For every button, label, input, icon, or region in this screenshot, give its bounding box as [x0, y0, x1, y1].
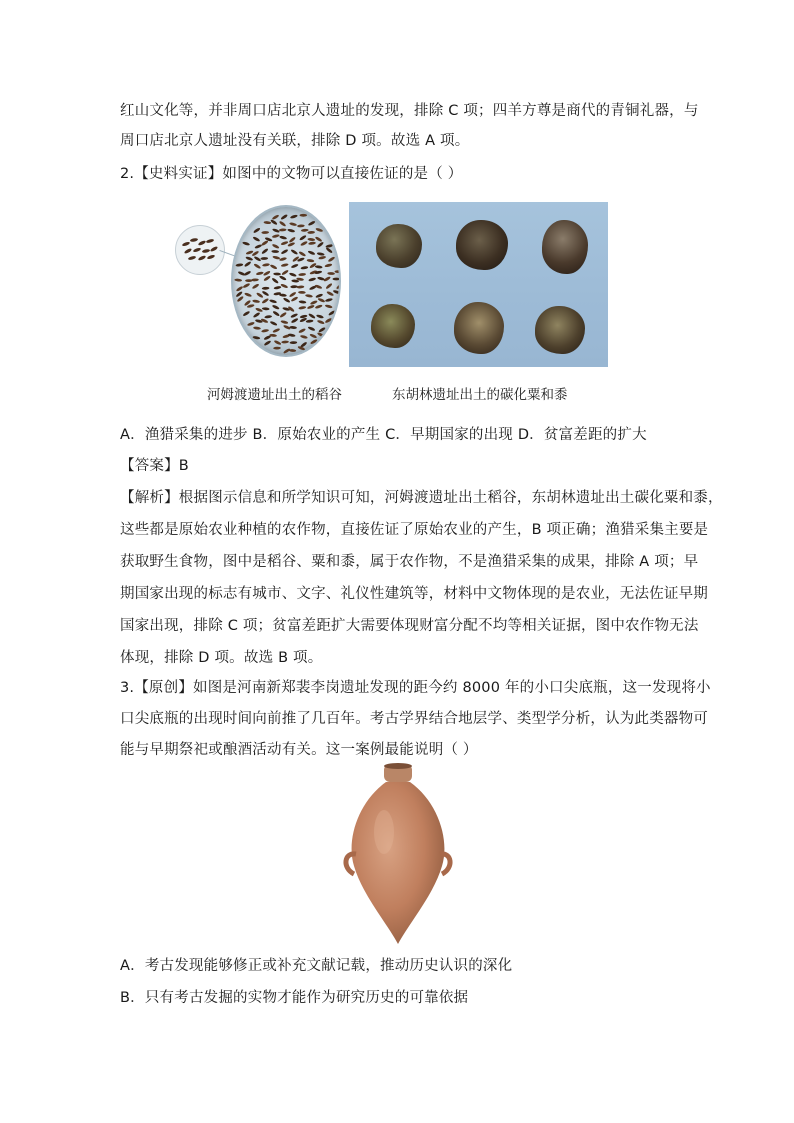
- rice-grain: [244, 292, 252, 297]
- rice-grain: [315, 265, 323, 269]
- paragraph-line: 周口店北京人遗址没有关联，排除 D 项。故选 A 项。: [120, 133, 470, 149]
- rice-grain: [291, 263, 299, 268]
- rice-grain: [317, 332, 325, 338]
- rice-grain: [270, 321, 278, 327]
- rice-grain: [317, 241, 325, 248]
- rice-grain: [253, 227, 261, 234]
- rice-grain: [261, 231, 269, 234]
- rice-grain: [310, 300, 318, 305]
- rice-grain: [273, 347, 281, 350]
- rice-grain: [280, 214, 288, 221]
- rice-grain: [289, 222, 297, 227]
- rice-grain: [298, 328, 306, 334]
- rice-grain: [333, 289, 339, 294]
- rice-grain: [308, 313, 316, 319]
- rice-grain: [279, 275, 287, 281]
- rice-grain: [263, 270, 271, 276]
- rice-grain: [255, 307, 263, 312]
- rice-grain: [261, 329, 269, 333]
- question-3-option-a: A．考古发现能够修正或补充文献记载，推动历史认识的深化: [120, 958, 513, 974]
- rice-grain: [272, 304, 280, 310]
- rice-grain: [298, 251, 306, 257]
- rice-grain: [264, 340, 272, 346]
- rice-grain: [281, 249, 289, 255]
- millet-grain: [535, 306, 585, 354]
- analysis-line: 这些都是原始农业种植的农作物，直接佐证了原始农业的产生，B 项正确；渔猎采集主要是: [120, 522, 709, 538]
- question-3-stem: 口尖底瓶的出现时间向前推了几百年。考古学界结合地层学、类型学分析，认为此类器物可: [120, 711, 708, 727]
- rice-grain: [256, 271, 264, 275]
- rice-grain: [272, 328, 280, 334]
- rice-grain: [316, 314, 324, 319]
- rice-grain: [272, 234, 280, 239]
- rice-grain: [325, 283, 333, 290]
- rice-grain: [307, 304, 315, 309]
- rice-grain: [274, 286, 282, 290]
- rice-grain: [317, 319, 325, 324]
- rice-grain: [290, 249, 298, 255]
- rice-grain: [298, 306, 306, 310]
- rice-grain: [280, 320, 288, 325]
- rice-grain: [271, 277, 279, 284]
- analysis-line: 【解析】根据图示信息和所学知识可知，河姆渡遗址出土稻谷，东胡林遗址出土碳化粟和黍，: [120, 490, 723, 506]
- rice-grain: [336, 283, 339, 290]
- rice-grain: [290, 341, 298, 344]
- rice-grain: [270, 219, 278, 226]
- rice-grain: [287, 228, 295, 233]
- rice-grain: [252, 283, 260, 289]
- rice-grain: [307, 238, 315, 242]
- rice-grain: [300, 214, 308, 217]
- rice-grain: [318, 256, 326, 260]
- rice-grain: [315, 304, 323, 309]
- rice-grain: [272, 255, 280, 260]
- rice-grain: [238, 271, 246, 277]
- question-2-stem: 2.【史料实证】如图中的文物可以直接佐证的是（ ）: [120, 166, 463, 182]
- rice-grain: [297, 224, 305, 227]
- rice-grain: [300, 266, 308, 270]
- rice-grain: [264, 315, 272, 319]
- rice-grain: [281, 263, 289, 267]
- rice-grain: [324, 263, 332, 268]
- question-3-option-b: B．只有考古发掘的实物才能作为研究历史的可靠依据: [120, 990, 469, 1006]
- question-3-stem: 能与早期祭祀或酿酒活动有关。这一案例最能说明（ ）: [120, 742, 478, 758]
- pointed-bottom-bottle-image: [340, 762, 456, 946]
- rice-grain: [273, 272, 281, 275]
- rice-grain: [307, 231, 315, 234]
- rice-grain: [272, 243, 280, 249]
- rice-grain: [256, 292, 264, 299]
- question-2-answer: 【答案】B: [120, 458, 189, 474]
- millet-grain: [456, 220, 508, 270]
- analysis-line: 期国家出现的标志有城市、文字、礼仪性建筑等，材料中文物体现的是农业，无法佐证早期: [120, 586, 708, 602]
- rice-grain: [317, 297, 325, 303]
- rice-grain: [334, 270, 339, 273]
- rice-grain: [279, 312, 287, 319]
- rice-grain: [305, 294, 313, 298]
- rice-grain: [263, 275, 271, 281]
- rice-grain: [315, 236, 323, 242]
- millet-grain: [542, 220, 588, 274]
- rice-grain: [281, 269, 289, 275]
- rice-grain: [261, 298, 269, 304]
- rice-grain: [272, 310, 280, 316]
- rice-grain: [307, 326, 315, 332]
- rice-grain: [272, 214, 280, 220]
- millet-grain: [454, 302, 504, 354]
- paragraph-line: 红山文化等，并非周口店北京人遗址的发现，排除 C 项；四羊方尊是商代的青铜礼器，与: [120, 103, 699, 119]
- rice-grain: [309, 333, 317, 339]
- rice-grain: [253, 326, 261, 330]
- rice-grain: [252, 236, 260, 242]
- rice-grain: [280, 241, 288, 246]
- rice-grain: [281, 340, 289, 343]
- rice-grain: [247, 321, 255, 326]
- rice-grain: [280, 283, 288, 289]
- rice-grain: [283, 297, 291, 303]
- caption-rice: 河姆渡遗址出土的稻谷: [207, 387, 342, 403]
- rice-grain: [242, 310, 250, 316]
- rice-grain: [317, 252, 325, 256]
- rice-grain: [299, 300, 307, 304]
- rice-grain: [242, 283, 250, 289]
- rice-grain: [274, 340, 282, 346]
- rice-grain: [315, 293, 323, 298]
- rice-grain: [290, 285, 298, 288]
- rice-grain: [245, 256, 253, 261]
- rice-grain: [288, 333, 296, 337]
- rice-grain: [307, 259, 315, 263]
- rice-grain: [253, 263, 261, 269]
- rice-grain: [327, 272, 335, 275]
- caption-millet: 东胡林遗址出土的碳化粟和黍: [392, 387, 568, 403]
- rice-grain: [287, 242, 295, 247]
- rice-grain: [325, 304, 333, 309]
- rice-grain: [310, 339, 318, 345]
- question-2-options: A．渔猎采集的进步 B．原始农业的产生 C．早期国家的出现 D．贫富差距的扩大: [120, 427, 647, 443]
- carbonized-millet-photo: [349, 202, 608, 367]
- rice-grain: [262, 307, 270, 310]
- rice-grain: [279, 257, 287, 262]
- rice-grain: [308, 277, 316, 282]
- rice-grain: [326, 291, 334, 297]
- rice-grain: [254, 244, 262, 249]
- rice-grain: [260, 257, 268, 260]
- rice-grain: [307, 250, 315, 256]
- rice-grain: [253, 312, 261, 319]
- rice-grain: [325, 244, 333, 248]
- analysis-line: 获取野生食物，图中是稻谷、粟和黍，属于农作物，不是渔猎采集的成果，排除 A 项；早: [120, 554, 699, 570]
- millet-grain: [376, 224, 422, 268]
- rice-closeup-thumbnail: [175, 225, 225, 275]
- rice-grain: [297, 285, 305, 289]
- rice-grain: [289, 272, 297, 277]
- rice-grain: [291, 296, 299, 302]
- rice-grain: [254, 256, 262, 262]
- rice-grain: [272, 228, 280, 233]
- rice-grain: [235, 263, 243, 267]
- rice-grain: [325, 317, 333, 323]
- rice-grain: [279, 220, 287, 227]
- rice-grain: [279, 228, 287, 231]
- rice-grain: [263, 221, 271, 224]
- analysis-line: 体现，排除 D 项。故选 B 项。: [120, 650, 323, 666]
- rice-grain: [262, 290, 270, 296]
- rice-grain: [242, 241, 250, 246]
- rice-grain: [328, 256, 336, 262]
- rice-grain: [318, 327, 326, 333]
- rice-grain: [333, 278, 340, 281]
- rice-grain: [290, 313, 298, 319]
- rice-grain: [325, 298, 333, 303]
- rice-grain: [325, 247, 333, 254]
- rice-grain: [262, 263, 270, 267]
- rice-grain: [234, 278, 242, 282]
- rice-grain: [261, 240, 269, 246]
- rice-magnified-circle: [231, 205, 341, 357]
- rice-grain: [328, 310, 336, 316]
- rice-grain: [291, 318, 299, 324]
- rice-grain: [315, 227, 323, 232]
- rice-grain: [300, 314, 308, 318]
- analysis-line: 国家出现，排除 C 项；贫富差距扩大需要体现财富分配不均等相关证据，图中农作物无法: [120, 618, 699, 634]
- millet-grain: [371, 304, 415, 348]
- rice-grain: [269, 299, 277, 304]
- rice-grain: [308, 241, 316, 245]
- rice-grain: [290, 214, 298, 219]
- rice-grain: [271, 250, 279, 253]
- rice-grain: [252, 299, 260, 303]
- rice-grain: [301, 229, 309, 232]
- rice-grain: [298, 273, 306, 276]
- rice-grain: [252, 336, 260, 340]
- rice-grain: [298, 291, 306, 294]
- rice-grain: [262, 287, 270, 290]
- rice-grain: [306, 319, 314, 323]
- rice-grain: [244, 261, 252, 268]
- rice-grain: [261, 248, 269, 255]
- rice-grain: [300, 335, 308, 340]
- rice-grain: [300, 241, 308, 247]
- rice-grain: [309, 262, 317, 268]
- rice-grain: [288, 236, 296, 243]
- rice-grain: [308, 220, 316, 226]
- rice-grain: [289, 291, 297, 297]
- rice-grain: [279, 235, 287, 240]
- rice-grain: [243, 270, 251, 276]
- rice-grain: [270, 264, 278, 270]
- rice-grain: [299, 235, 307, 241]
- rice-grain: [236, 286, 244, 292]
- question-3-stem: 3.【原创】如图是河南新郑裴李岗遗址发现的距今约 8000 年的小口尖底瓶，这一发现将小: [120, 680, 711, 696]
- rice-grains-image: [175, 205, 337, 355]
